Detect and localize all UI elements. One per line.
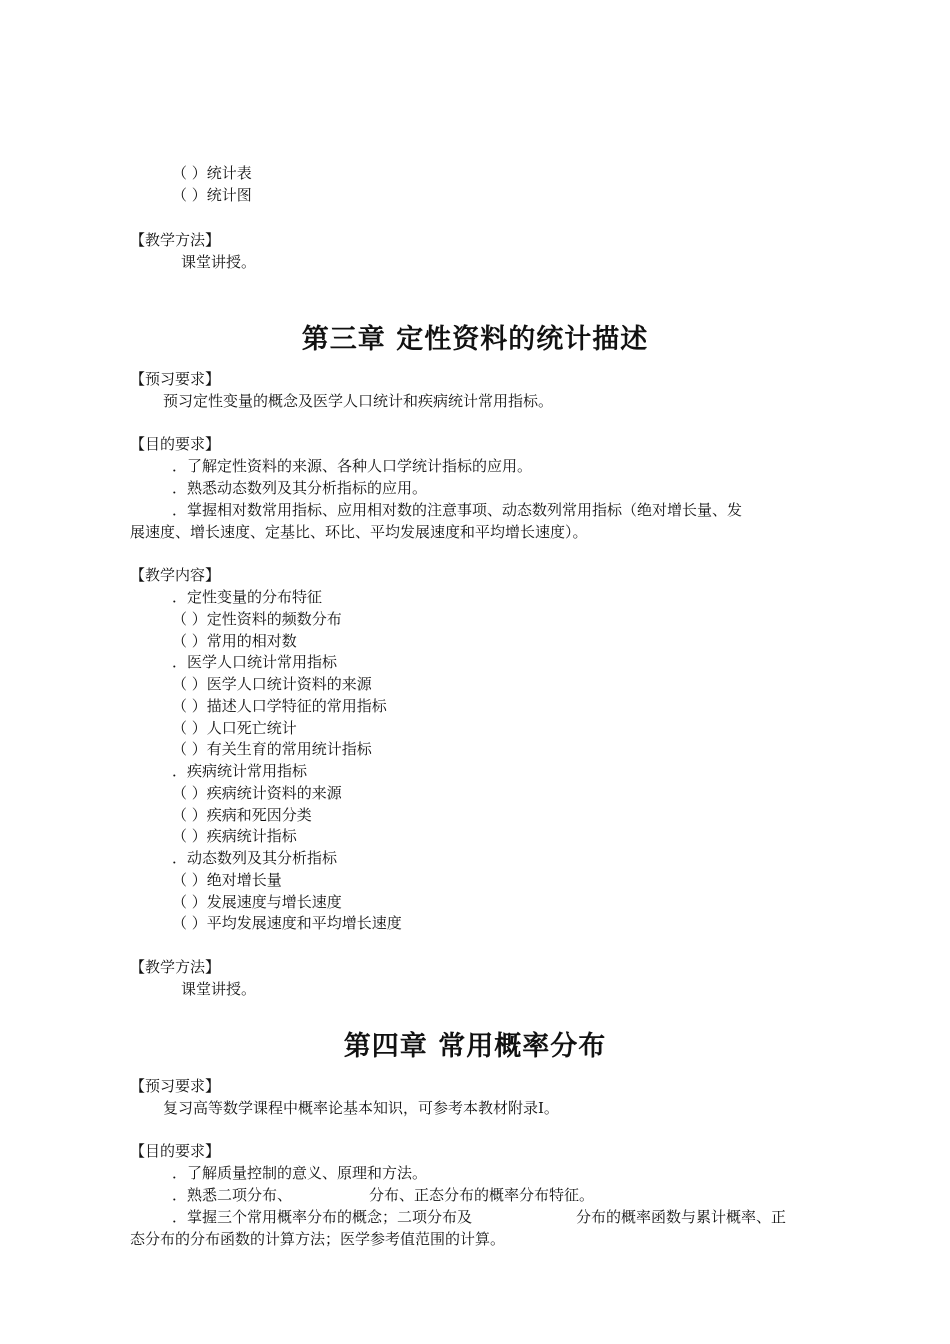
goal-item-part: 分布的概率函数与累计概率、正 [576, 1208, 787, 1226]
content-item: ．动态数列及其分析指标 [172, 849, 338, 867]
section-heading-content: 【教学内容】 [130, 566, 221, 584]
goal-item: ．掌握相对数常用指标、应用相对数的注意事项、动态数列常用指标（绝对增长量、发 [172, 501, 743, 519]
goal-item: ．了解定性资料的来源、各种人口学统计指标的应用。 [172, 457, 533, 475]
content-item: （ ）平均发展速度和平均增长速度 [172, 914, 402, 932]
section-heading-goals: 【目的要求】 [130, 435, 221, 453]
content-item: （ ）常用的相对数 [172, 632, 297, 650]
goal-item-continuation: 态分布的分布函数的计算方法；医学参考值范围的计算。 [130, 1230, 506, 1248]
goal-item-part: ．熟悉二项分布、 [172, 1186, 293, 1204]
method-text: 课堂讲授。 [181, 253, 257, 271]
content-item: （ ）人口死亡统计 [172, 719, 297, 737]
goal-item-part: 分布、正态分布的概率分布特征。 [369, 1186, 595, 1204]
goal-item-part: ．掌握三个常用概率分布的概念；二项分布及 [172, 1208, 473, 1226]
content-item: ．医学人口统计常用指标 [172, 653, 338, 671]
list-item: （ ）统计表 [172, 164, 252, 182]
goal-item-continuation: 展速度、增长速度、定基比、环比、平均发展速度和平均增长速度）。 [130, 523, 588, 541]
chapter-title: 第三章 定性资料的统计描述 [301, 324, 649, 355]
section-heading-method: 【教学方法】 [130, 231, 221, 249]
preview-text: 预习定性变量的概念及医学人口统计和疾病统计常用指标。 [163, 392, 554, 410]
content-item: （ ）有关生育的常用统计指标 [172, 740, 372, 758]
goal-item: ．了解质量控制的意义、原理和方法。 [172, 1164, 428, 1182]
content-item: （ ）定性资料的频数分布 [172, 610, 342, 628]
content-item: ．定性变量的分布特征 [172, 588, 323, 606]
section-heading-preview: 【预习要求】 [130, 1077, 221, 1095]
content-item: （ ）疾病统计指标 [172, 827, 297, 845]
content-item: （ ）疾病和死因分类 [172, 806, 312, 824]
section-heading-preview: 【预习要求】 [130, 370, 221, 388]
goal-item: ．熟悉动态数列及其分析指标的应用。 [172, 479, 428, 497]
section-heading-goals: 【目的要求】 [130, 1142, 221, 1160]
content-item: （ ）疾病统计资料的来源 [172, 784, 342, 802]
chapter-title: 第四章 常用概率分布 [343, 1031, 607, 1062]
section-heading-method: 【教学方法】 [130, 958, 221, 976]
list-item: （ ）统计图 [172, 186, 252, 204]
content-item: ．疾病统计常用指标 [172, 762, 308, 780]
method-text: 课堂讲授。 [181, 980, 257, 998]
preview-text: 复习高等数学课程中概率论基本知识，可参考本教材附录Ⅰ。 [163, 1099, 559, 1117]
content-item: （ ）描述人口学特征的常用指标 [172, 697, 387, 715]
content-item: （ ）发展速度与增长速度 [172, 893, 342, 911]
content-item: （ ）医学人口统计资料的来源 [172, 675, 372, 693]
content-item: （ ）绝对增长量 [172, 871, 282, 889]
